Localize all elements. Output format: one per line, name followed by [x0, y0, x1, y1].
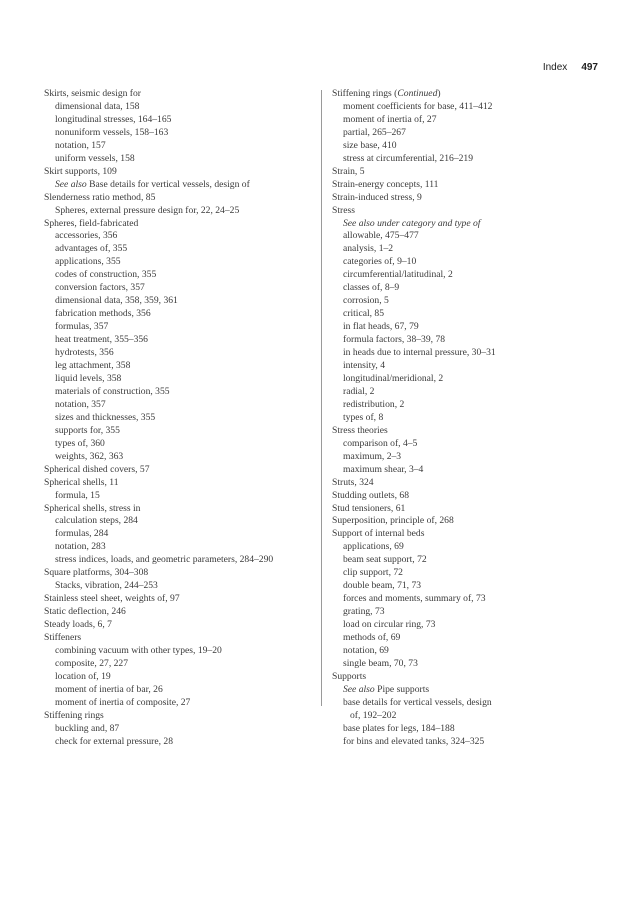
index-entry	[44, 503, 310, 516]
index-entry	[44, 567, 310, 580]
index-subentry	[44, 645, 310, 658]
index-entry-text: beam seat support, 72	[343, 554, 427, 566]
index-subentry	[332, 269, 592, 282]
index-entry	[44, 593, 310, 606]
index-entry-text: methods of, 69	[343, 632, 401, 644]
index-subentry	[332, 282, 592, 295]
index-subentry	[332, 373, 592, 386]
index-subentry	[332, 127, 592, 140]
index-subentry	[332, 554, 592, 567]
index-subentry	[44, 230, 310, 243]
index-subentry	[44, 554, 310, 567]
index-subentry	[44, 580, 310, 593]
index-subentry	[332, 658, 592, 671]
index-subentry	[44, 295, 310, 308]
index-subentry	[332, 684, 592, 697]
index-entry-text: analysis, 1–2	[343, 243, 394, 255]
index-subentry	[44, 347, 310, 360]
index-entry-text: formulas, 284	[55, 528, 109, 540]
index-entry	[332, 179, 592, 192]
index-entry	[332, 88, 592, 101]
index-entry	[44, 88, 310, 101]
index-entry-text: types of, 8	[343, 411, 384, 423]
index-subentry	[332, 451, 592, 464]
index-subentry	[44, 541, 310, 554]
index-entry-text: size base, 410	[343, 139, 397, 151]
index-subentry	[332, 438, 592, 451]
index-entry-text: Strain, 5	[332, 165, 365, 177]
index-subentry	[332, 101, 592, 114]
index-entry-text: applications, 69	[343, 541, 404, 553]
index-entry	[332, 528, 592, 541]
index-column-right	[332, 88, 592, 749]
index-entry-text: Square platforms, 304–308	[44, 567, 149, 579]
index-entry-text: composite, 27, 227	[55, 657, 129, 669]
index-entry-text: check for external pressure, 28	[55, 735, 174, 747]
index-subentry	[332, 606, 592, 619]
index-entry	[44, 464, 310, 477]
index-subentry	[332, 243, 592, 256]
index-entry	[44, 477, 310, 490]
index-entry-text: corrosion, 5	[343, 295, 389, 307]
index-entry	[332, 671, 592, 684]
index-entry-text: Strain-induced stress, 9	[332, 191, 422, 203]
index-entry-text: maximum, 2–3	[343, 450, 402, 462]
index-entry-text: hydrotests, 356	[55, 347, 114, 359]
index-subentry	[44, 360, 310, 373]
index-subentry	[44, 321, 310, 334]
index-subentry	[332, 736, 592, 749]
index-subentry	[332, 308, 592, 321]
index-entry-text: types of, 360	[55, 437, 105, 449]
index-subentry	[332, 153, 592, 166]
index-subentry	[332, 321, 592, 334]
index-entry-text: notation, 357	[55, 398, 106, 410]
index-entry-text: Stud tensioners, 61	[332, 502, 406, 514]
index-entry	[332, 192, 592, 205]
index-subentry	[332, 632, 592, 645]
index-entry-text: allowable, 475–477	[343, 230, 419, 242]
index-entry	[44, 619, 310, 632]
index-entry-text: Skirts, seismic design for	[44, 88, 141, 99]
index-entry	[44, 218, 310, 231]
index-entry-text: Stress theories	[332, 424, 388, 436]
index-entry-text: nonuniform vessels, 158–163	[55, 126, 169, 138]
index-entry-text: radial, 2	[343, 385, 375, 397]
header-section-title: Index	[542, 62, 568, 73]
index-entry-text: longitudinal/meridional, 2	[343, 372, 444, 384]
index-entry-text: )	[437, 88, 441, 99]
index-subentry	[44, 140, 310, 153]
index-entry-text: Spherical shells, 11	[44, 476, 119, 488]
index-entry-text: Slenderness ratio method, 85	[44, 191, 156, 203]
index-subentry	[332, 218, 592, 231]
index-subentry	[44, 386, 310, 399]
index-subentry	[44, 373, 310, 386]
index-entry-text: See also under category and type of	[343, 217, 481, 229]
index-entry-text: Strain-energy concepts, 111	[332, 178, 439, 190]
index-entry-text: dimensional data, 358, 359, 361	[55, 295, 178, 307]
index-entry-text: stress at circumferential, 216–219	[343, 152, 474, 164]
index-entry-text: in heads due to internal pressure, 30–31	[343, 347, 496, 359]
index-entry	[44, 192, 310, 205]
index-entry-text: advantages of, 355	[55, 243, 128, 255]
index-entry-text: Supports	[332, 670, 367, 682]
index-entry-text: codes of construction, 355	[55, 269, 157, 281]
index-subentry	[44, 243, 310, 256]
index-subentry	[332, 399, 592, 412]
index-subentry	[44, 425, 310, 438]
index-subentry	[44, 179, 310, 192]
index-entry-text: Stiffening rings	[44, 709, 104, 721]
index-entry	[44, 166, 310, 179]
index-entry-text: applications, 355	[55, 256, 121, 268]
index-entry-text: moment of inertia of bar, 26	[55, 683, 163, 695]
index-entry	[332, 490, 592, 503]
index-entry-text: notation, 69	[343, 644, 389, 656]
index-entry-text: buckling and, 87	[55, 722, 120, 734]
index-subentry	[44, 114, 310, 127]
index-entry-text: comparison of, 4–5	[343, 437, 418, 449]
index-entry-text: intensity, 4	[343, 360, 386, 372]
index-entry-text: single beam, 70, 73	[343, 657, 418, 669]
index-entry-text: classes of, 8–9	[343, 282, 400, 294]
index-entry	[332, 166, 592, 179]
index-subentry	[44, 658, 310, 671]
index-subentry	[332, 645, 592, 658]
index-entry	[44, 606, 310, 619]
index-subentry	[332, 710, 592, 723]
index-entry-text: for bins and elevated tanks, 324–325	[343, 735, 485, 747]
index-subentry	[44, 399, 310, 412]
index-entry-text: formula factors, 38–39, 78	[343, 334, 446, 346]
index-entry-text: Steady loads, 6, 7	[44, 619, 112, 631]
index-entry-text: double beam, 71, 73	[343, 580, 422, 592]
index-subentry	[332, 464, 592, 477]
index-entry-text: uniform vessels, 158	[55, 152, 135, 164]
index-subentry	[44, 282, 310, 295]
index-subentry	[44, 451, 310, 464]
index-entry-text: load on circular ring, 73	[343, 619, 436, 631]
index-subentry	[332, 412, 592, 425]
index-entry-text: partial, 265–267	[343, 126, 406, 138]
index-subentry	[44, 736, 310, 749]
index-entry	[332, 205, 592, 218]
index-entry-text: See also	[343, 683, 375, 695]
index-entry-text: base details for vertical vessels, design	[343, 696, 492, 708]
index-subentry	[332, 140, 592, 153]
index-entry-text: stress indices, loads, and geometric parameters, 284–290	[55, 554, 274, 566]
index-entry-text: liquid levels, 358	[55, 372, 122, 384]
index-subentry	[44, 101, 310, 114]
index-subentry	[332, 114, 592, 127]
index-entry-text: Spherical dished covers, 57	[44, 463, 150, 475]
index-entry-text: formula, 15	[55, 489, 100, 501]
index-subentry	[332, 580, 592, 593]
index-entry-text: notation, 157	[55, 139, 106, 151]
index-subentry	[44, 205, 310, 218]
index-subentry	[332, 230, 592, 243]
index-subentry	[44, 723, 310, 736]
index-entry-text: Base details for vertical vessels, design of	[86, 178, 250, 190]
index-subentry	[332, 541, 592, 554]
index-column-left	[44, 88, 310, 749]
index-entry-text: critical, 85	[343, 308, 385, 320]
index-entry-text: weights, 362, 363	[55, 450, 124, 462]
index-subentry	[44, 269, 310, 282]
index-entry-text: longitudinal stresses, 164–165	[55, 113, 172, 125]
index-subentry	[332, 256, 592, 269]
index-entry-text: Stiffeners	[44, 632, 82, 644]
index-entry-text: Skirt supports, 109	[44, 165, 117, 177]
index-entry-text: moment coefficients for base, 411–412	[343, 100, 493, 112]
page-number: 497	[581, 62, 598, 73]
index-subentry	[332, 295, 592, 308]
index-subentry	[332, 567, 592, 580]
index-entry-text: accessories, 356	[55, 230, 118, 242]
index-entry-text: Static deflection, 246	[44, 606, 126, 618]
index-entry-text: leg attachment, 358	[55, 360, 131, 372]
index-entry-text: dimensional data, 158	[55, 100, 140, 112]
index-entry-text: Support of internal beds	[332, 528, 425, 540]
index-entry-text: moment of inertia of composite, 27	[55, 696, 191, 708]
index-subentry	[332, 593, 592, 606]
index-entry	[44, 632, 310, 645]
index-entry	[44, 710, 310, 723]
index-subentry	[44, 334, 310, 347]
index-subentry	[44, 671, 310, 684]
index-entry-text: clip support, 72	[343, 567, 403, 579]
index-entry-text: formulas, 357	[55, 321, 109, 333]
index-subentry	[44, 438, 310, 451]
index-entry-text: Stress	[332, 204, 355, 216]
index-entry-text: Spheres, external pressure design for, 22, 24–25	[55, 204, 240, 216]
index-subentry	[332, 723, 592, 736]
index-entry-text: grating, 73	[343, 606, 385, 618]
index-entry	[332, 477, 592, 490]
running-header	[543, 62, 598, 73]
index-entry-text: heat treatment, 355–356	[55, 334, 148, 346]
index-subentry	[44, 490, 310, 503]
index-subentry	[44, 256, 310, 269]
index-entry-text: Struts, 324	[332, 476, 374, 488]
index-subentry	[44, 684, 310, 697]
index-entry-text: circumferential/latitudinal, 2	[343, 269, 453, 281]
index-entry-text: Spherical shells, stress in	[44, 502, 141, 514]
index-entry-text: calculation steps, 284	[55, 515, 138, 527]
index-entry	[332, 425, 592, 438]
index-entry-text: Studding outlets, 68	[332, 489, 410, 501]
index-subentry	[44, 308, 310, 321]
index-subentry	[332, 697, 592, 710]
index-entry-text: maximum shear, 3–4	[343, 463, 424, 475]
index-entry-text: sizes and thicknesses, 355	[55, 411, 156, 423]
index-subentry	[44, 127, 310, 140]
index-entry-text: Spheres, field-fabricated	[44, 217, 139, 229]
index-entry-text: Stainless steel sheet, weights of, 97	[44, 593, 180, 605]
index-entry	[332, 503, 592, 516]
index-entry-text: Stacks, vibration, 244–253	[55, 580, 158, 592]
index-entry-text: fabrication methods, 356	[55, 308, 151, 320]
index-entry-text: supports for, 355	[55, 424, 120, 436]
index-entry-text: location of, 19	[55, 670, 111, 682]
index-subentry	[332, 619, 592, 632]
index-entry-text: of, 192–202	[350, 709, 397, 721]
index-subentry	[44, 412, 310, 425]
index-entry-text: in flat heads, 67, 79	[343, 321, 419, 333]
index-subentry	[44, 528, 310, 541]
index-entry-text: redistribution, 2	[343, 398, 405, 410]
index-entry-text: See also	[55, 178, 87, 190]
index-entry-text: conversion factors, 357	[55, 282, 145, 294]
index-subentry	[332, 334, 592, 347]
index-entry-text: Stiffening rings (	[332, 88, 398, 99]
index-subentry	[44, 153, 310, 166]
index-entry	[332, 515, 592, 528]
index-subentry	[332, 386, 592, 399]
index-entry-text: Continued	[397, 88, 438, 99]
index-subentry	[332, 360, 592, 373]
index-entry-text: base plates for legs, 184–188	[343, 722, 455, 734]
index-entry-text: Superposition, principle of, 268	[332, 515, 454, 527]
index-entry-text: combining vacuum with other types, 19–20	[55, 644, 222, 656]
index-entry-text: notation, 283	[55, 541, 106, 553]
index-entry-text: moment of inertia of, 27	[343, 113, 437, 125]
column-divider	[321, 90, 322, 706]
index-subentry	[44, 515, 310, 528]
index-entry-text: Pipe supports	[374, 683, 430, 695]
index-entry-text: materials of construction, 355	[55, 385, 170, 397]
index-entry-text: categories of, 9–10	[343, 256, 417, 268]
index-subentry	[332, 347, 592, 360]
index-subentry	[44, 697, 310, 710]
index-entry-text: forces and moments, summary of, 73	[343, 593, 486, 605]
